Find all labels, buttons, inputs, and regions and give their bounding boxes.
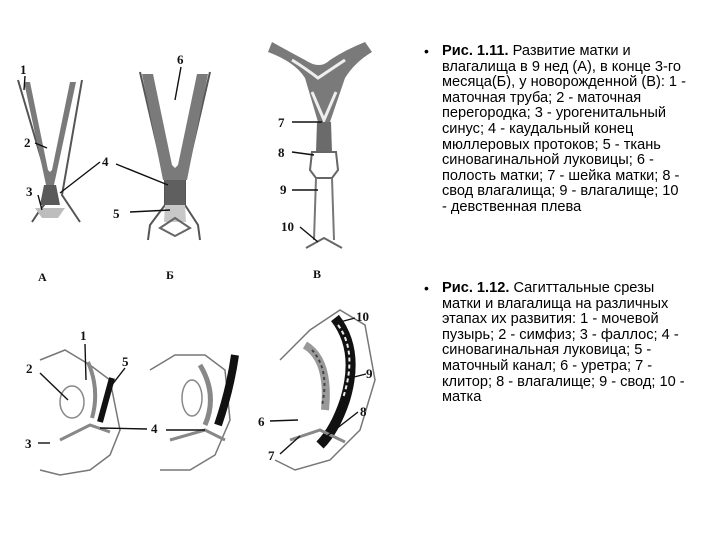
label-bottom-3: 3 bbox=[25, 436, 32, 451]
label-c-10: 10 bbox=[281, 219, 294, 234]
label-c-9: 9 bbox=[280, 182, 287, 197]
caption-text: Развитие матки и влагалища в 9 нед (А), в конце 3-го месяца(Б), у новорожденной (В): 1 - маточная труба; 2 - маточная перегородка; 3 - урогенитальный синус; 4 - каудальный конец мюллеровых протоков; 5 - ткань синовагинальной луковицы; 6 - полость матки; 7 - шейка матки; 8 - свод влагалища; 9 - влагалище; 10 - девственная плева bbox=[442, 43, 686, 215]
label-b-6: 6 bbox=[177, 52, 184, 67]
label-bottom-1: 1 bbox=[80, 328, 87, 343]
label-bottom-9: 9 bbox=[366, 366, 373, 381]
label-a-2: 2 bbox=[24, 135, 31, 150]
label-c-8: 8 bbox=[278, 145, 285, 160]
label-bottom-10: 10 bbox=[356, 309, 369, 324]
label-bottom-6: 6 bbox=[258, 414, 265, 429]
label-c-7: 7 bbox=[278, 115, 285, 130]
panel-a-drawing bbox=[18, 80, 82, 222]
label-bottom-8: 8 bbox=[360, 404, 367, 419]
label-bottom-2: 2 bbox=[26, 361, 33, 376]
label-a-3: 3 bbox=[26, 184, 33, 199]
label-bottom-5: 5 bbox=[122, 354, 129, 369]
bullet-icon: • bbox=[424, 280, 429, 296]
bullet-icon: • bbox=[424, 43, 429, 59]
sagittal-left-drawing bbox=[40, 350, 120, 475]
caption-fig-1-12 bbox=[424, 281, 686, 406]
bottom-leader-lines bbox=[38, 318, 366, 454]
label-bottom-4: 4 bbox=[151, 421, 158, 436]
label-a-4: 4 bbox=[102, 154, 109, 169]
caption-body bbox=[442, 44, 686, 216]
label-bottom-7: 7 bbox=[268, 448, 275, 463]
sagittal-right-drawing bbox=[275, 310, 375, 470]
caption-fig-1-11 bbox=[424, 44, 686, 216]
label-a-5: 5 bbox=[113, 206, 120, 221]
caption-title: Рис. 1.12. bbox=[442, 280, 510, 296]
panel-label-c: В bbox=[313, 267, 322, 281]
panel-label-a: А bbox=[38, 270, 47, 284]
panel-label-b: Б bbox=[166, 268, 174, 282]
caption-title: Рис. 1.11. bbox=[442, 43, 509, 59]
caption-text: Сагиттальные срезы матки и влагалища на различных этапах их развития: 1 - мочевой пузырь; 2 - симфиз; 3 - фаллос; 4 - синовагинальная луковица; 5 - маточный канал; 6 - уретра; 7 - клитор; 8 - влагалище; 9 - свод; 10 - матка bbox=[442, 280, 685, 406]
sagittal-middle-drawing bbox=[150, 355, 235, 470]
label-a-1: 1 bbox=[20, 62, 27, 77]
caption-body bbox=[442, 281, 686, 406]
